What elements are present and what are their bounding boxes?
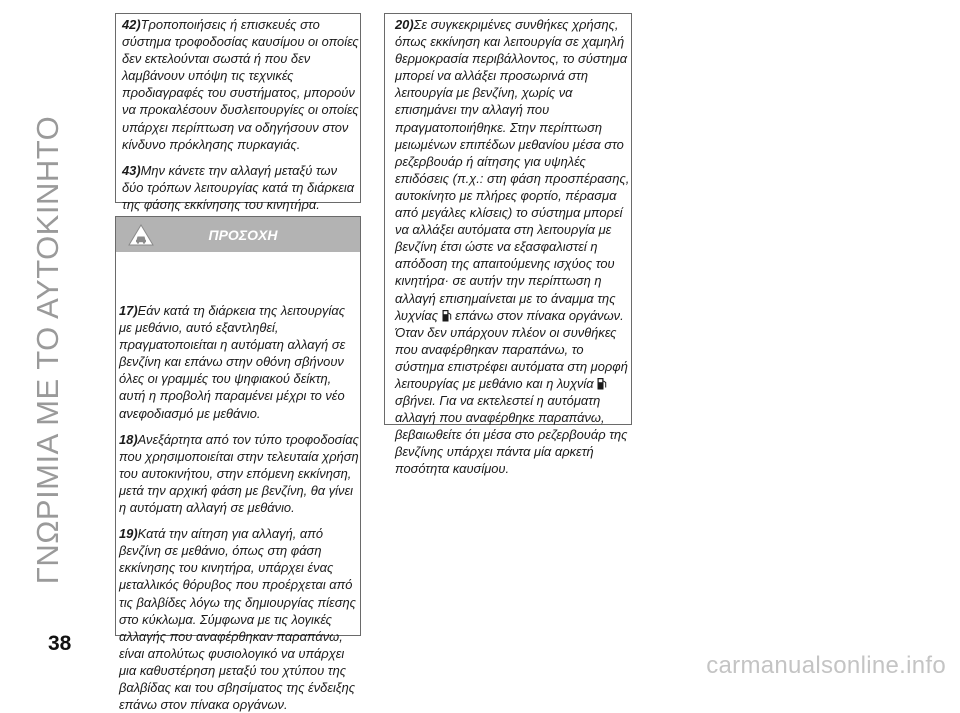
warning-header: [116, 217, 360, 252]
note-20-text-part3: σβήνει. Για να εκτελεστεί η αυτόματη αλλαγή που αναφέρθηκε παραπάνω, βεβαιωθείτε ότι μέσα στο ρεζερβουάρ της βενζίνης υπάρχει πάντα μία αρκετή ποσότητα καυσίμου.: [395, 393, 628, 477]
warning-box: [115, 216, 361, 713]
note-17-number: 17): [119, 303, 138, 318]
notes-box-right: [384, 13, 632, 477]
note-42-text: Τροποποιήσεις ή επισκευές στο σύστημα τροφοδοσίας καυσίμου οι οποίες δεν εκτελούνται σωστά ή που δεν λαμβάνουν υπόψη τις τεχνικές προδιαγραφές του συστήματος, μπορούν να προκαλέσουν δυσλειτουργίες οι οποίες υπάρχει περίπτωση να οδηγήσουν στον κίνδυνο πρόκλησης πυρκαγιάς.: [122, 17, 359, 152]
note-20-number: 20): [395, 17, 414, 32]
note-19: [119, 525, 360, 713]
note-20-text-part1: Σε συγκεκριμένες συνθήκες χρήσης, όπως εκκίνηση και λειτουργία σε χαμηλή θερμοκρασία περιβάλλοντος, το σύστημα μπορεί να αλλάξει προσωρινά στη λειτουργία με βενζίνη, χωρίς να επισημάνει την αλλαγή που πραγματοποιήθηκε. Στην περίπτωση μειωμένων επιπέδων μεθανίου μέσα στο ρεζερβουάρ ή αίτησης για υψηλές επιδόσεις (π.χ.: στη φάση προσπέρασης, αυτοκίνητο με πλήρες φορτίο, πέρασμα από μεγάλες κλίσεις) το σύστημα μπορεί να αλλάξει αυτόματα στη λειτουργία με βενζίνη έτσι ώστε να εξασφαλιστεί η απόδοση της απαιτούμενης ισχύος του κινητήρα· σε αυτήν την περίπτωση η αλλαγή επισημαίνεται με το άναμμα της λυχνίας: [395, 17, 630, 323]
note-20-text-part2: επάνω στον πίνακα οργάνων. Όταν δεν υπάρχουν πλέον οι συνθήκες που αναφέρθηκαν παραπάνω, το σύστημα επιστρέφει αυτόματα στη μορφή λειτουργίας με μεθάνιο και η λυχνία: [395, 307, 628, 391]
note-42: [122, 16, 360, 153]
note-20: [395, 16, 631, 478]
fuel-pump-icon: [442, 309, 452, 322]
notes-box-top: [115, 13, 361, 212]
note-18: [119, 431, 360, 516]
watermark: carmanualsonline.info: [706, 652, 946, 679]
note-19-number: 19): [119, 526, 138, 542]
note-18-text: Ανεξάρτητα από τον τύπο τροφοδοσίας που χρησιμοποιείται στην τελευταία χρήση του αυτοκινήτου, στην επόμενη εκκίνηση, μετά την αρχική φάση με βενζίνη, θα γίνει η αυτόματη αλλαγή σε μεθάνιο.: [119, 431, 359, 516]
note-43-text: Μην κάνετε την αλλαγή μεταξύ των δύο τρόπων λειτουργίας κατά τη διάρκεια της φάσης εκκίνησης του κινητήρα.: [122, 162, 355, 212]
note-19-text: Κατά την αίτηση για αλλαγή, από βενζίνη σε μεθάνιο, όπως στη φάση εκκίνησης του κινητήρα, υπάρχει ένας μεταλλικός θόρυβος που προέρχεται από τις βαλβίδες λόγω της δημιουργίας πίεσης στο κύκλωμα. Σύμφωνα με τις λογικές αλλαγής που αναφέρθηκαν παραπάνω, είναι απολύτως φυσιολογικό να υπάρχει μια καθυστέρηση μεταξύ του χτύπου της βαλβίδας και του σβησίματος της ένδειξης επάνω στον πίνακα οργάνων.: [119, 526, 356, 713]
note-17: [119, 302, 360, 422]
note-43-number: 43): [122, 162, 141, 178]
fuel-pump-icon: [597, 377, 607, 390]
page-number: 38: [48, 632, 72, 655]
note-17-text: Εάν κατά τη διάρκεια της λειτουργίας με μεθάνιο, αυτό εξαντληθεί, πραγματοποιείται η αυτόματη αλλαγή σε βενζίνη και επάνω στην οθόνη σβήνουν όλες οι γραμμές του ψηφιακού δείκτη, αυτή η προβολή παραμένει μέχρι το νέο ανεφοδιασμό με μεθάνιο.: [119, 303, 346, 421]
section-title: ΓΝΩΡΙΜΙΑ ΜΕ ΤΟ ΑΥΤΟΚΙΝΗΤΟ: [30, 115, 65, 585]
note-18-number: 18): [119, 431, 138, 447]
warning-title: ΠΡΟΣΟΧΗ: [208, 227, 278, 243]
note-42-number: 42): [122, 17, 141, 32]
note-43: [122, 162, 360, 213]
